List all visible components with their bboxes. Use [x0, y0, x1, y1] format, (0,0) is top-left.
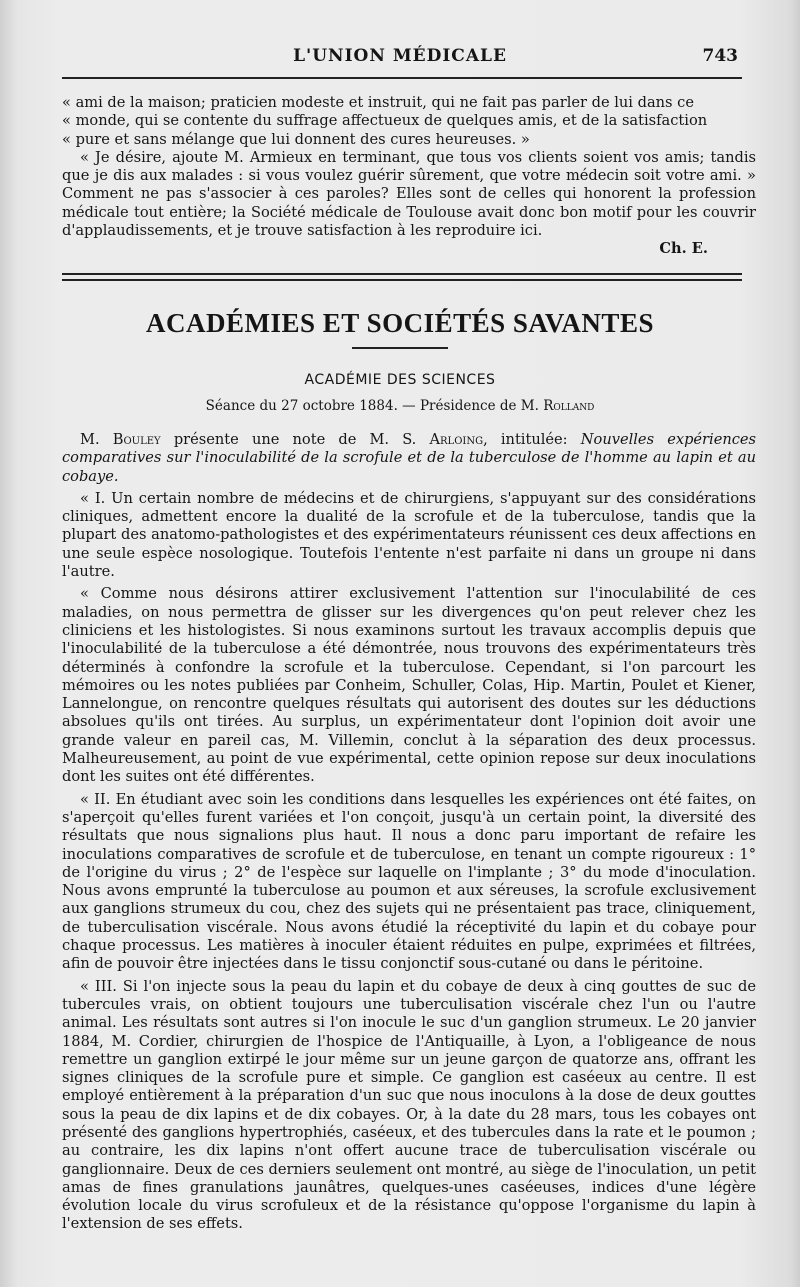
quote-line: « pure et sans mélange que lui donnent des cures heureuses. »	[62, 130, 530, 148]
title-underline	[352, 347, 448, 349]
article-title: Nouvelles expériences comparatives sur l'inoculabilité de la scrofule et de la tuberculose de l'homme au lapin et au cobaye.	[62, 431, 757, 485]
header-rule	[62, 77, 742, 79]
seance-line	[0, 398, 800, 414]
running-head	[0, 46, 800, 70]
quote-line: « monde, qui se contente du suffrage affectueux de quelques amis, et de la satisfaction	[62, 112, 708, 130]
section-rule-bottom	[62, 279, 742, 281]
signature: Ch. E.	[659, 240, 708, 258]
article-body	[62, 431, 756, 1234]
president-name: Rolland	[543, 398, 595, 414]
seance-text: Séance du 27 octobre 1884. — Présidence de M.	[205, 398, 539, 414]
page-number: 743	[702, 46, 738, 66]
quote-line: « ami de la maison; praticien modeste et instruit, qui ne fait pas parler de lui dans ce	[62, 94, 694, 111]
paragraph-4: « III. Si l'on injecte sous la peau du lapin et du cobaye de deux à cinq gouttes de suc de tubercules vrais, on obtient toujours une tuberculisation viscérale chez l'un ou l'autre animal. Les résultats sont autres si l'on inocule le suc d'un ganglion strumeux. Le 20 janvier 1884, M. Cordier, chirurgien de l'hospice de l'Antiquaille, à Lyon, a l'obligeance de nous remettre un ganglion extirpé le jour même sur un jeune garçon de quatorze ans, offrant les signes cliniques de la scrofule pure et simple. Ce ganglion est caséeux au centre. Il est employé entièrement à la préparation d'un suc que nous inoculons à la dose de deux gouttes sous la peau de dix lapins et de dix cobayes. Or, à la date du 28 mars, tous les cobayes ont présenté des ganglions hypertrophiés, caséeux, et des tubercules dans la rate et le poumon ; au contraire, les dix lapins n'ont offert aucune trace de tuberculisation viscérale ou ganglionnaire. Deux de ces derniers seulement ont montré, au siège de l'inoculation, un petit amas de fines granulations jaunâtres, quelques-unes caséeuses, indices d'une légère évolution locale du virus scrofuleux et de la résistance qu'oppose l'organisme du lapin à l'extension de ses effets.	[62, 977, 756, 1233]
author-arloing: Arloing	[429, 431, 484, 448]
article-intro-text: présente une note de M. S.	[173, 431, 417, 448]
paragraph-2: « Comme nous désirons attirer exclusivement l'attention sur l'inoculabilité de ces maladies, on nous permettra de glisser sur les divergences qu'on peut relever chez les cliniciens et les histologistes. Si nous examinons surtout les travaux accomplis depuis que l'inoculabilité de la tuberculose a été démontrée, nous trouvons des expérimentateurs très déterminés à confondre la scrofule et la tuberculose. Cependant, si l'on parcourt les mémoires ou les notes publiées par Conheim, Schuller, Colas, Hip. Martin, Poulet et Kiener, Lannelongue, on rencontre quelques résultats qui autorisent des doutes sur les déductions absolues qu'ils ont tirées. Au surplus, un expérimentateur dont l'opinion doit avoir une grande valeur en pareil cas, M. Villemin, conclut à la séparation des deux processus. Malheureusement, au point de vue expérimental, cette opinion repose sur deux inoculations dont les suites ont été différentes.	[62, 585, 756, 786]
author-bouley: Bouley	[112, 431, 161, 448]
paragraph-3: « II. En étudiant avec soin les conditions dans lesquelles les expériences ont été faites, on s'aperçoit qu'elles furent variées et l'on conçoit, jusqu'à un certain point, la diversité des résultats que nous signalions plus haut. Il nous a donc paru important de refaire les inoculations comparatives de scrofule et de tuberculose, en tenant un compte rigoureux : 1° de l'origine du virus ; 2° de l'espèce sur laquelle on l'implante ; 3° du mode d'inoculation. Nous avons emprunté la tuberculose au poumon et aux séreuses, la scrofule exclusivement aux ganglions strumeux du cou, chez des sujets qui ne présentaient pas trace, cliniquement, de tuberculisation viscérale. Nous avons étudié la réceptivité du lapin et du cobaye pour chaque processus. Les matières à inoculer étaient réduites en pulpe, exprimées et filtrées, afin de pouvoir être injectées dans le tissu conjonctif sous-cutané ou dans le péritoine.	[62, 790, 756, 973]
paragraph-1: « I. Un certain nombre de médecins et de chirurgiens, s'appuyant sur des considérations cliniques, admettent encore la dualité de la scrofule et de la tuberculose, tandis que la plupart des anatomo-pathologistes et des expérimentateurs réunissent ces deux affections en une seule espèce nosologique. Toutefois l'entente n'est parfaite ni dans un groupe ni dans l'autre.	[62, 489, 756, 581]
section-title: ACADÉMIES ET SOCIÉTÉS SAVANTES	[146, 308, 654, 338]
academy-heading: ACADÉMIE DES SCIENCES	[304, 372, 496, 388]
intro-paragraph: « Je désire, ajoute M. Armieux en terminant, que tous vos clients soient vos amis; tandis que je dis aux malades : si vous voulez guérir sûrement, que votre médecin soit votre ami. » Comment ne pas s'associer à ces paroles? Elles sont de celles qui honorent la profession médicale tout entière; la Société médicale de Toulouse avait donc bon motif pour les couvrir d'applaudissements, et je trouve satisfaction à les reproduire ici.	[62, 148, 756, 240]
journal-title: L'UNION MÉDICALE	[293, 46, 507, 66]
article-intro-text2: , intitulée:	[483, 431, 568, 448]
section-rule-top	[62, 273, 742, 275]
article-intro	[62, 431, 756, 486]
article-intro-m: M.	[80, 431, 100, 448]
intro-text	[62, 94, 756, 259]
